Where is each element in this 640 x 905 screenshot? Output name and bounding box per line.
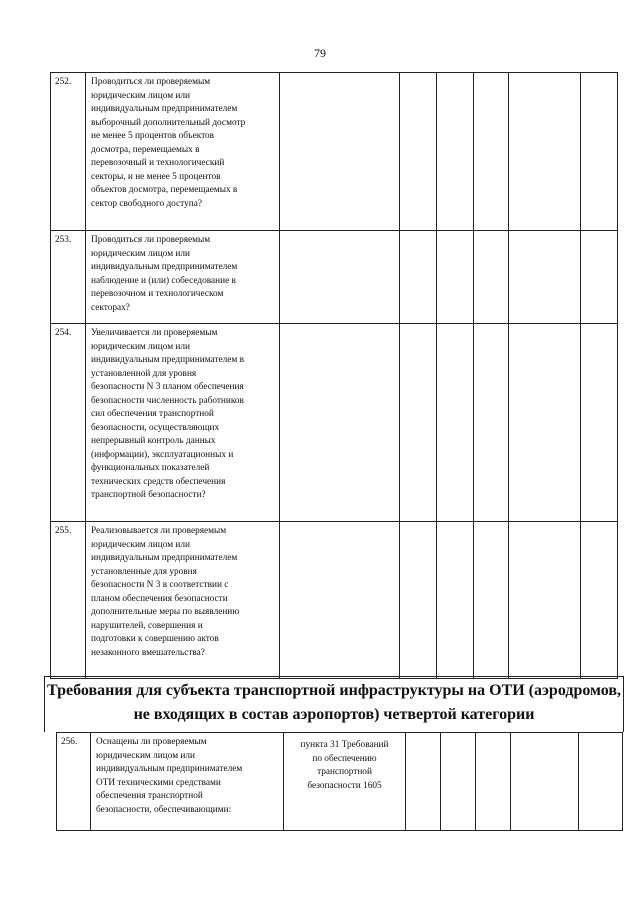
answer-yes-cell [400, 73, 437, 231]
question-line: индивидуальным предпринимателем [91, 553, 238, 563]
answer-na-cell [474, 231, 509, 324]
question-line: Оснащены ли проверяемым [96, 737, 207, 747]
requirement-reference-cell [280, 231, 400, 324]
question-line: Проводиться ли проверяемым [91, 77, 211, 87]
question-line: не менее 5 процентов объектов [91, 131, 215, 141]
question-line: подготовки к совершению актов [91, 634, 219, 644]
row-number: 252. [51, 73, 86, 231]
question-line: транспортной безопасности? [91, 490, 206, 500]
answer-yes-cell [400, 231, 437, 324]
question-line: функциональных показателей [91, 463, 210, 473]
extra-cell [581, 522, 618, 679]
checklist-table-category-4 [56, 732, 623, 831]
reference-line: пункта 31 Требований [300, 740, 389, 750]
section-heading [44, 676, 624, 732]
answer-no-cell [437, 231, 474, 324]
table-row [51, 324, 618, 522]
section-heading-line-1: Требования для субъекта транспортной инфраструктуры на ОТИ (аэродромов, [47, 682, 621, 699]
question-line: перевозочном и технологическом [91, 289, 224, 299]
question-line: непрерывный контроль данных [91, 436, 216, 446]
answer-yes-cell [406, 733, 441, 831]
comment-cell [509, 324, 581, 522]
question-cell [86, 231, 280, 324]
question-cell [91, 733, 284, 831]
table-row [51, 231, 618, 324]
answer-no-cell [437, 73, 474, 231]
question-line: юридическим лицом или [96, 750, 195, 761]
checklist-table [50, 72, 618, 679]
question-line: безопасности, осуществляющих [91, 422, 220, 433]
question-line: индивидуальным предпринимателем [91, 104, 238, 114]
page-number: 79 [314, 46, 326, 60]
question-line: юридическим лицом или [91, 248, 190, 259]
question-line: нарушителей, совершения и [91, 620, 203, 631]
question-line: планом обеспечения безопасности [91, 593, 228, 604]
question-cell [86, 73, 280, 231]
requirement-reference-cell [280, 324, 400, 522]
table-row [51, 522, 618, 679]
question-line: сектор свободного доступа? [91, 198, 202, 209]
question-cell [86, 522, 280, 679]
table-row [57, 733, 623, 831]
reference-line: по обеспечению [312, 753, 377, 764]
question-line: юридическим лицом или [91, 90, 190, 101]
requirement-reference-cell [280, 522, 400, 679]
answer-no-cell [441, 733, 476, 831]
reference-line: безопасности 1605 [307, 780, 382, 791]
question-line: индивидуальным предпринимателем [96, 764, 243, 774]
question-line: сил обеспечения транспортной [91, 409, 214, 419]
question-line: юридическим лицом или [91, 539, 190, 550]
question-line: объектов досмотра, перемещаемых в [91, 185, 238, 195]
question-line: установленной для уровня [91, 368, 197, 379]
row-number: 254. [51, 324, 86, 522]
answer-na-cell [474, 73, 509, 231]
question-line: досмотра, перемещаемых в [91, 144, 200, 155]
question-line: безопасности N 3 в соответствии с [91, 580, 229, 590]
question-line: секторы, и не менее 5 процентов [91, 171, 221, 182]
row-number: 256. [57, 733, 91, 831]
answer-na-cell [474, 522, 509, 679]
answer-yes-cell [400, 324, 437, 522]
row-number: 255. [51, 522, 86, 679]
question-line: Увеличивается ли проверяемым [91, 328, 218, 338]
question-line: секторах? [91, 302, 130, 313]
requirement-reference-cell [284, 733, 406, 831]
question-line: наблюдение и (или) собеседование в [91, 275, 236, 286]
question-line: установленные для уровня [91, 566, 197, 577]
answer-na-cell [474, 324, 509, 522]
question-line: технических средств обеспечения [91, 476, 226, 487]
comment-cell [509, 73, 581, 231]
question-line: Проводиться ли проверяемым [91, 235, 211, 245]
question-line: безопасности численность работников [91, 395, 244, 406]
comment-cell [509, 522, 581, 679]
answer-no-cell [437, 522, 474, 679]
section-heading-line-2: не входящих в состав аэропортов) четвертой категории [133, 706, 535, 723]
row-number: 253. [51, 231, 86, 324]
answer-na-cell [476, 733, 511, 831]
answer-yes-cell [400, 522, 437, 679]
question-line: дополнительные меры по выявлению [91, 607, 240, 617]
question-line: безопасности, обеспечивающими: [96, 804, 232, 815]
question-line: индивидуальным предпринимателем в [91, 355, 244, 365]
question-line: индивидуальным предпринимателем [91, 262, 238, 272]
reference-line: транспортной [317, 767, 372, 777]
extra-cell [581, 324, 618, 522]
question-cell [86, 324, 280, 522]
table-row [51, 73, 618, 231]
question-line: Реализовывается ли проверяемым [91, 526, 227, 536]
answer-no-cell [437, 324, 474, 522]
question-line: (информации), эксплуатационных и [91, 449, 234, 460]
requirement-reference-cell [280, 73, 400, 231]
question-line: выборочный дополнительный досмотр [91, 117, 246, 128]
question-line: безопасности N 3 планом обеспечения [91, 382, 244, 392]
question-line: обеспечения транспортной [96, 791, 203, 801]
question-line: незаконного вмешательства? [91, 647, 205, 658]
extra-cell [581, 231, 618, 324]
question-line: ОТИ техническими средствами [96, 777, 221, 788]
question-line: перевозочный и технологический [91, 158, 225, 168]
extra-cell [579, 733, 623, 831]
extra-cell [581, 73, 618, 231]
comment-cell [511, 733, 579, 831]
comment-cell [509, 231, 581, 324]
question-line: юридическим лицом или [91, 341, 190, 352]
